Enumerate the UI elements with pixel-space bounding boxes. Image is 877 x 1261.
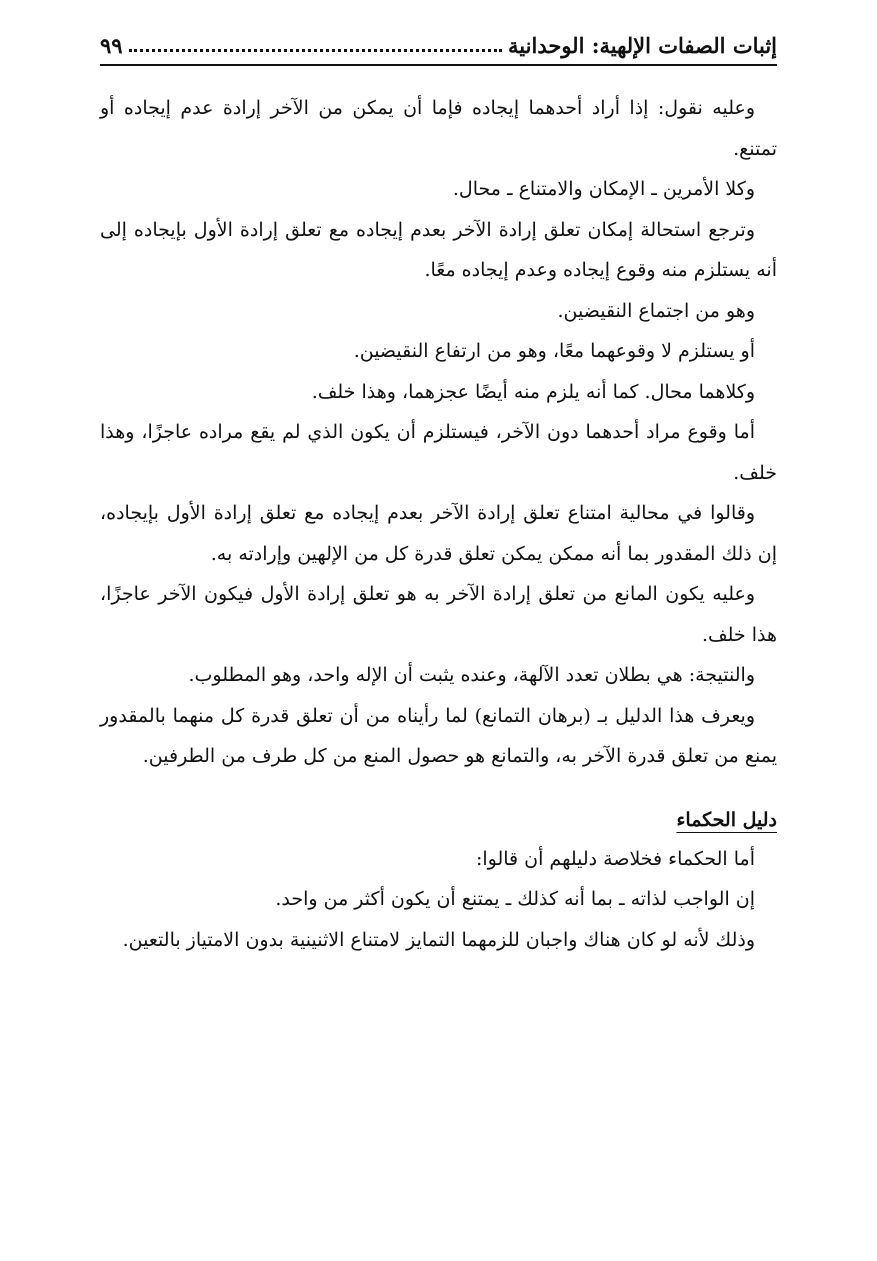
paragraph: وذلك لأنه لو كان هناك واجبان للزمهما التمايز لامتناع الاثنينية بدون الامتياز بالتعين.: [122, 928, 755, 951]
paragraph: وكلاهما محال. كما أنه يلزم منه أيضًا عجزهما، وهذا خلف.: [311, 380, 755, 403]
paragraph: والنتيجة: هي بطلان تعدد الآلهة، وعنده يثبت أن الإله واحد، وهو المطلوب.: [188, 664, 755, 686]
running-header: [100, 26, 777, 66]
paragraph: وترجع استحالة إمكان تعلق إرادة الآخر بعدم إيجاده مع تعلق إرادة الأول بإيجاده إلى أنه يستلزم منه وقوع إيجاده وعدم إيجاده معًا.: [100, 218, 777, 281]
paragraph: ويعرف هذا الدليل بـ (برهان التمانع) لما رأيناه من أن تعلق قدرة كل منهما بالمقدور يمنع من تعلق قدرة الآخر به، والتمانع هو حصول المنع من كل طرف من الطرفين.: [100, 704, 777, 767]
body-text: [100, 88, 777, 960]
paragraph: وكلا الأمرين ـ الإمكان والامتناع ـ محال.: [452, 178, 755, 200]
section-spacer: [100, 777, 777, 801]
dot-leader: [129, 49, 502, 52]
header-title: إثبات الصفات الإلهية: الوحدانية: [508, 33, 777, 58]
paragraph: أما وقوع مراد أحدهما دون الآخر، فيستلزم أن يكون الذي لم يقع مراده عاجزًا، وهذا خلف.: [100, 421, 777, 484]
paragraph: أو يستلزم لا وقوعهما معًا، وهو من ارتفاع النقيضين.: [353, 340, 755, 362]
paragraph: إن الواجب لذاته ـ بما أنه كذلك ـ يمتنع أن يكون أكثر من واحد.: [275, 888, 755, 910]
page-number: ٩٩: [100, 33, 123, 58]
paragraph: أما الحكماء فخلاصة دليلهم أن قالوا:: [475, 847, 755, 870]
paragraph: وهو من اجتماع النقيضين.: [557, 299, 755, 322]
paragraph: وعليه نقول: إذا أراد أحدهما إيجاده فإما أن يمكن من الآخر إرادة عدم إيجاده أو تمتنع.: [100, 97, 777, 160]
paragraph: وعليه يكون المانع من تعلق إرادة الآخر به هو تعلق إرادة الأول فيكون الآخر عاجزًا، هذا خلف.: [100, 583, 777, 646]
paragraph: وقالوا في محالية امتناع تعلق إرادة الآخر بعدم إيجاده مع تعلق إرادة الأول بإيجاده، إن ذلك المقدور بما أنه ممكن يمكن تعلق قدرة كل من الإلهين وإرادته به.: [100, 502, 777, 565]
section-heading: دليل الحكماء: [676, 808, 777, 831]
